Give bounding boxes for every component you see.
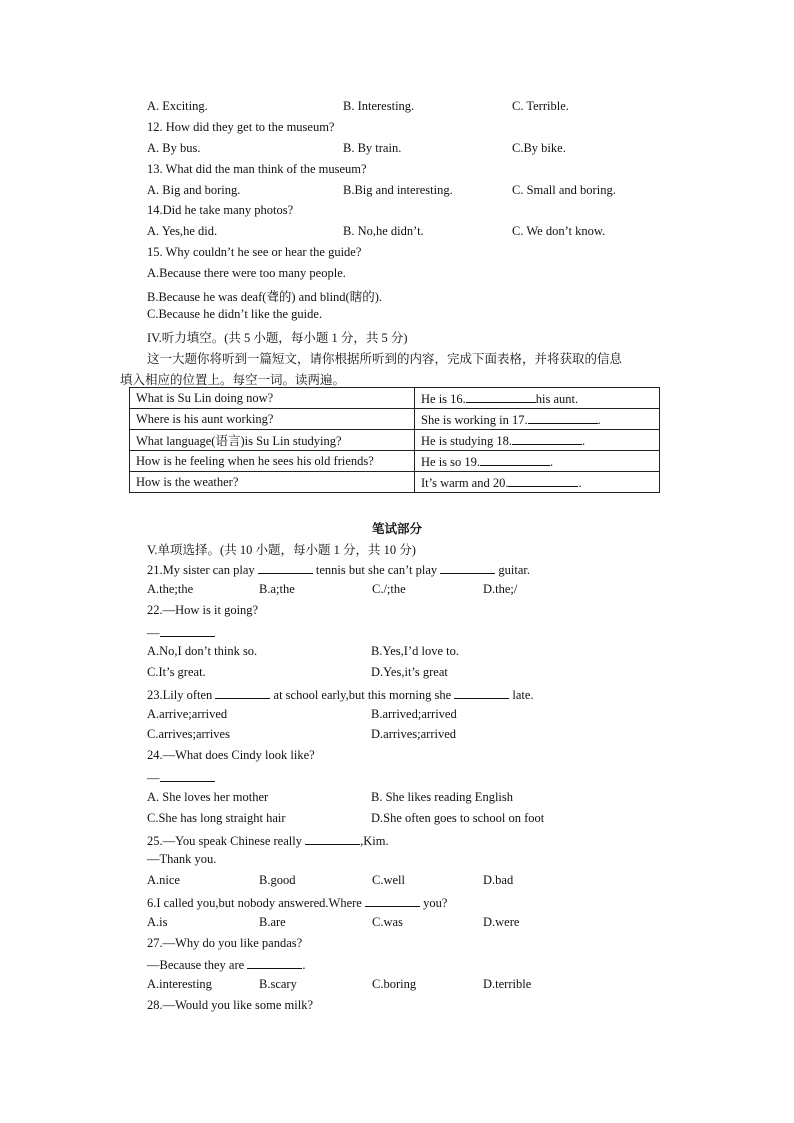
q21-option-b: B.a;the bbox=[259, 582, 295, 596]
q25-option-c: C.well bbox=[372, 873, 405, 887]
q21-text-1: 21.My sister can play bbox=[147, 563, 255, 577]
table-question: Where is his aunt working? bbox=[130, 409, 415, 430]
q14-option-b: B. No,he didn’t. bbox=[343, 224, 424, 238]
answer-prefix: He is 16. bbox=[421, 391, 466, 406]
q13-option-c: C. Small and boring. bbox=[512, 183, 616, 197]
q23-blank-1[interactable] bbox=[215, 686, 270, 699]
answer-prefix: He is so 19. bbox=[421, 454, 481, 469]
answer-blank-18[interactable] bbox=[512, 432, 582, 445]
q25-option-a: A.nice bbox=[147, 873, 180, 887]
q27-option-d: D.terrible bbox=[483, 977, 532, 991]
q14-option-c: C. We don’t know. bbox=[512, 224, 606, 238]
q11-option-b: B. Interesting. bbox=[343, 99, 415, 113]
q11-option-c: C. Terrible. bbox=[512, 99, 569, 113]
q12-option-c: C.By bike. bbox=[512, 141, 566, 155]
q12-question: 12. How did they get to the museum? bbox=[147, 120, 335, 134]
q13-option-b: B.Big and interesting. bbox=[343, 183, 453, 197]
q15-question: 15. Why couldn’t he see or hear the guide? bbox=[147, 245, 362, 259]
q12-option-a: A. By bus. bbox=[147, 141, 201, 155]
listening-fill-table bbox=[129, 387, 660, 493]
q24-dash: — bbox=[147, 771, 160, 785]
q14-question: 14.Did he take many photos? bbox=[147, 203, 294, 217]
table-row bbox=[130, 430, 660, 451]
q25-text-2: ,Kim. bbox=[360, 834, 389, 848]
q23-option-d: D.arrives;arrived bbox=[371, 727, 457, 741]
table-answer bbox=[415, 472, 660, 493]
q27-option-c: C.boring bbox=[372, 977, 417, 991]
q27-text-1: —Because they are bbox=[147, 958, 245, 972]
q24-answer-line bbox=[147, 769, 215, 786]
q27-answer-line bbox=[147, 956, 305, 973]
q25-option-b: B.good bbox=[259, 873, 296, 887]
q27-blank[interactable] bbox=[247, 956, 302, 969]
answer-suffix: . bbox=[581, 433, 586, 448]
table-row bbox=[130, 472, 660, 493]
q27-text-2: . bbox=[302, 958, 306, 972]
table-question: How is the weather? bbox=[130, 472, 415, 493]
answer-prefix: She is working in 17. bbox=[421, 412, 528, 427]
q24-option-b: B. She likes reading English bbox=[371, 790, 513, 804]
q23-option-c: C.arrives;arrives bbox=[147, 727, 230, 741]
q26-text-2: you? bbox=[423, 896, 448, 910]
q22-answer-line bbox=[147, 624, 215, 641]
q23-option-a: A.arrive;arrived bbox=[147, 707, 228, 721]
q23-blank-2[interactable] bbox=[454, 686, 509, 699]
q26-option-c: C.was bbox=[372, 915, 403, 929]
q23-option-b: B.arrived;arrived bbox=[371, 707, 457, 721]
q24-question: 24.—What does Cindy look like? bbox=[147, 748, 315, 762]
section-4-instruction-2: 填入相应的位置上。每空一词。读两遍。 bbox=[120, 373, 346, 387]
q25-blank[interactable] bbox=[305, 832, 360, 845]
table-row bbox=[130, 388, 660, 409]
table-question: What language(语言)is Su Lin studying? bbox=[130, 430, 415, 451]
q21-text-2: tennis but she can’t play bbox=[315, 563, 438, 577]
q22-option-b: B.Yes,I’d love to. bbox=[371, 644, 459, 658]
answer-prefix: It’s warm and 20. bbox=[421, 475, 509, 490]
q22-blank[interactable] bbox=[160, 624, 215, 637]
table-row bbox=[130, 451, 660, 472]
q22-dash: — bbox=[147, 626, 160, 640]
q23-text-3: late. bbox=[512, 688, 534, 702]
section-4-title: IV.听力填空。(共 5 小题，每小题 1 分，共 5 分) bbox=[147, 331, 408, 345]
q23-text-1: 23.Lily often bbox=[147, 688, 213, 702]
table-answer bbox=[415, 451, 660, 472]
q22-option-a: A.No,I don’t think so. bbox=[147, 644, 258, 658]
q21-blank-2[interactable] bbox=[440, 561, 495, 574]
table-answer bbox=[415, 388, 660, 409]
q26-blank[interactable] bbox=[365, 894, 420, 907]
q23-text-2: at school early,but this morning she bbox=[273, 688, 452, 702]
q21-option-c: C./;the bbox=[372, 582, 406, 596]
section-4-instruction-1: 这一大题你将听到一篇短文，请你根据所听到的内容，完成下面表格，并将获取的信息 bbox=[147, 352, 623, 366]
q26-option-d: D.were bbox=[483, 915, 520, 929]
q25-reply: —Thank you. bbox=[147, 852, 217, 866]
table-question: What is Su Lin doing now? bbox=[130, 388, 415, 409]
q25-option-d: D.bad bbox=[483, 873, 514, 887]
answer-blank-17[interactable] bbox=[528, 411, 598, 424]
q21-question bbox=[147, 561, 530, 578]
q22-question: 22.—How is it going? bbox=[147, 603, 259, 617]
q11-option-a: A. Exciting. bbox=[147, 99, 208, 113]
q26-option-b: B.are bbox=[259, 915, 286, 929]
q24-option-c: C.She has long straight hair bbox=[147, 811, 286, 825]
q26-option-a: A.is bbox=[147, 915, 168, 929]
q21-text-3: guitar. bbox=[498, 563, 530, 577]
q21-option-a: A.the;the bbox=[147, 582, 194, 596]
q26-question bbox=[147, 894, 447, 911]
q21-option-d: D.the;/ bbox=[483, 582, 518, 596]
q23-question bbox=[147, 686, 534, 703]
answer-blank-20[interactable] bbox=[508, 474, 578, 487]
q22-option-d: D.Yes,it’s great bbox=[371, 665, 448, 679]
q28-question: 28.—Would you like some milk? bbox=[147, 998, 313, 1012]
section-5-title: V.单项选择。(共 10 小题，每小题 1 分，共 10 分) bbox=[147, 543, 416, 557]
q12-option-b: B. By train. bbox=[343, 141, 402, 155]
q24-option-a: A. She loves her mother bbox=[147, 790, 269, 804]
q15-option-a: A.Because there were too many people. bbox=[147, 266, 346, 280]
answer-suffix: . bbox=[578, 475, 582, 490]
q21-blank-1[interactable] bbox=[258, 561, 313, 574]
q27-option-b: B.scary bbox=[259, 977, 297, 991]
written-section-title: 笔试部分 bbox=[371, 522, 422, 536]
q15-option-c: C.Because he didn’t like the guide. bbox=[147, 307, 323, 321]
q15-option-b: B.Because he was deaf(聋的) and blind(瞎的). bbox=[147, 290, 382, 304]
q26-text-1: 6.I called you,but nobody answered.Where bbox=[147, 896, 362, 910]
table-question: How is he feeling when he sees his old friends? bbox=[130, 451, 415, 472]
table-answer bbox=[415, 430, 660, 451]
answer-blank-19[interactable] bbox=[480, 453, 550, 466]
table-row bbox=[130, 409, 660, 430]
q13-option-a: A. Big and boring. bbox=[147, 183, 241, 197]
answer-suffix: his aunt. bbox=[535, 391, 579, 406]
q24-option-d: D.She often goes to school on foot bbox=[371, 811, 545, 825]
q22-option-c: C.It’s great. bbox=[147, 665, 206, 679]
q25-text-1: 25.—You speak Chinese really bbox=[147, 834, 302, 848]
q24-blank[interactable] bbox=[160, 769, 215, 782]
q27-option-a: A.interesting bbox=[147, 977, 212, 991]
answer-prefix: He is studying 18. bbox=[421, 433, 512, 448]
answer-suffix: . bbox=[550, 454, 554, 469]
answer-suffix: . bbox=[597, 412, 601, 427]
q13-question: 13. What did the man think of the museum? bbox=[147, 162, 367, 176]
answer-blank-16[interactable] bbox=[466, 390, 536, 403]
q25-question bbox=[147, 832, 389, 849]
table-answer bbox=[415, 409, 660, 430]
q27-question: 27.—Why do you like pandas? bbox=[147, 936, 303, 950]
q14-option-a: A. Yes,he did. bbox=[147, 224, 218, 238]
